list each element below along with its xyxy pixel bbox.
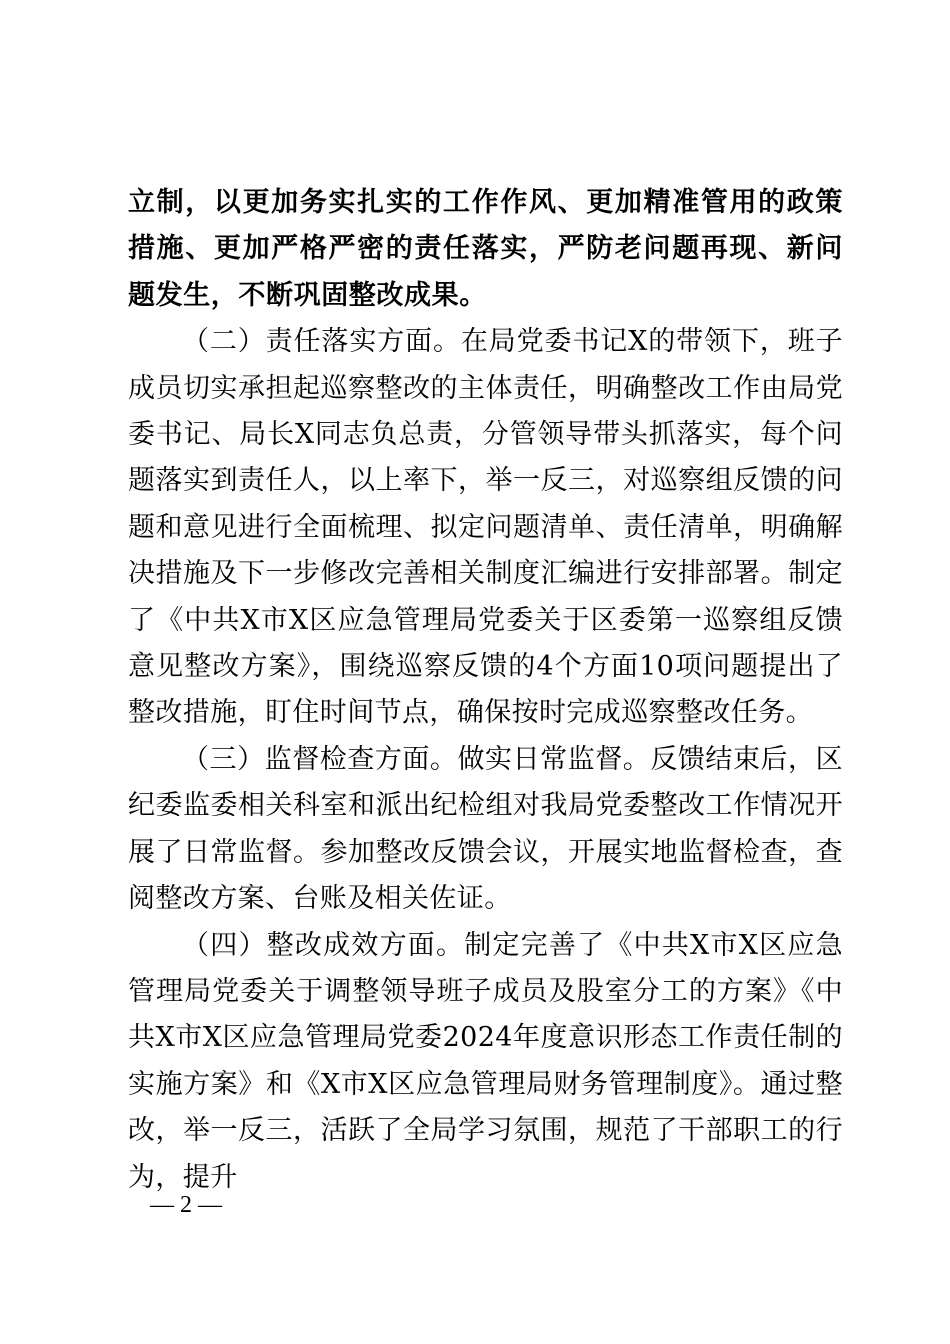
page-number: — 2 — [150, 1192, 222, 1218]
paragraph-continuation: 立制，以更加务实扎实的工作作风、更加精准管用的政策措施、更加严格严密的责任落实，严防老问题再现、新问题发生，不断巩固整改成果。 [128, 187, 843, 311]
paragraph-supervision [128, 737, 843, 923]
paragraph-responsibility [128, 319, 843, 737]
paragraph-body-responsibility: 在局党委书记X的带领下，班子成员切实承担起巡察整改的主体责任，明确整改工作由局党委书记、局长X同志负总责，分管领导带头抓落实，每个问题落实到责任人，以上率下，举一反三，对巡察组反馈的问题和意见进行全面梳理、拟定问题清单、责任清单，明确解决措施及下一步修改完善相关制度汇编进行安排部署。制定了《中共X市X区应急管理局党委关于区委第一巡察组反馈意见整改方案》，围绕巡察反馈的4个方面10项问题提出了整改措施，盯住时间节点，确保按时完成巡察整改任务。 [128, 326, 843, 729]
document-body [128, 180, 843, 1201]
paragraph-heading-supervision: （三）监督检查方面。 [182, 743, 458, 775]
paragraph-heading-responsibility: （二）责任落实方面。 [182, 326, 461, 358]
paragraph-body-supervision: 做实日常监督。反馈结束后，区纪委监委相关科室和派出纪检组对我局党委整改工作情况开展了日常监督。参加整改反馈会议，开展实地监督检查，查阅整改方案、台账及相关佐证。 [128, 743, 844, 915]
paragraph-results [128, 923, 843, 1201]
paragraph-heading-results: （四）整改成效方面。 [182, 929, 465, 961]
paragraph-body-results: 制定完善了《中共X市X区应急管理局党委关于调整领导班子成员及股室分工的方案》《中共X市X区应急管理局党委2024年度意识形态工作责任制的实施方案》和《X市X区应急管理局财务管理制度》。通过整改，举一反三，活跃了全局学习氛围，规范了干部职工的行为，提升 [128, 929, 844, 1193]
